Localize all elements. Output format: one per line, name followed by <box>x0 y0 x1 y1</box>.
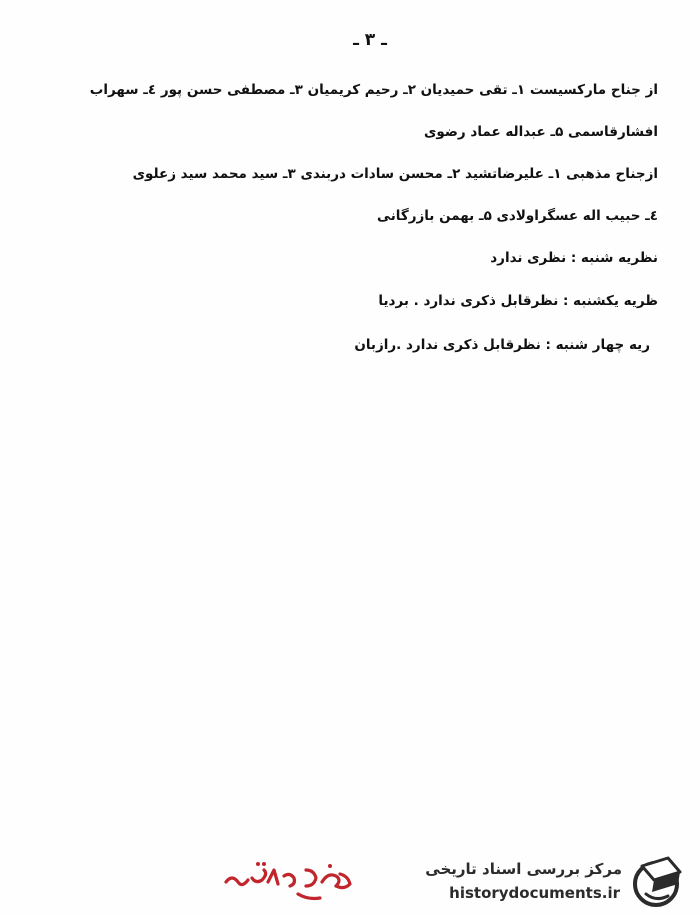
document-line-2: افشارقاسمی ۵ـ عبداله عماد رضوی <box>424 124 658 140</box>
document-line-1: از جناح مارکسیست ۱ـ تقی حمیدیان ۲ـ رحیم کریمیان ۳ـ مصطفی حسن پور ٤ـ سهراب <box>89 82 658 98</box>
watermark-title: مرکز بررسی اسناد تاریخی <box>425 860 622 878</box>
signature-drawing <box>218 856 368 906</box>
archive-logo-icon <box>628 854 690 910</box>
watermark-url: historydocuments.ir <box>449 884 620 902</box>
footer <box>0 846 700 916</box>
handwritten-signature <box>218 856 368 906</box>
document-line-7: ریه چهار شنبه : نظرقابل ذکری ندارد .رازبان <box>354 337 650 353</box>
document-line-3: ازجناح مذهبی ۱ـ علیرضاتشید ۲ـ محسن سادات دربندی ۳ـ سید محمد سید زعلوی <box>132 166 658 182</box>
document-line-5: نظریه شنبه : نظری ندارد <box>490 250 658 266</box>
document-line-4: ٤ـ حبیب اله عسگراولادی ۵ـ بهمن بازرگانی <box>377 208 658 224</box>
page-number: ـ ۳ ـ <box>353 30 387 50</box>
document-line-6: ظریه یکشنبه : نظرقابل ذکری ندارد . بردیا <box>378 293 658 309</box>
